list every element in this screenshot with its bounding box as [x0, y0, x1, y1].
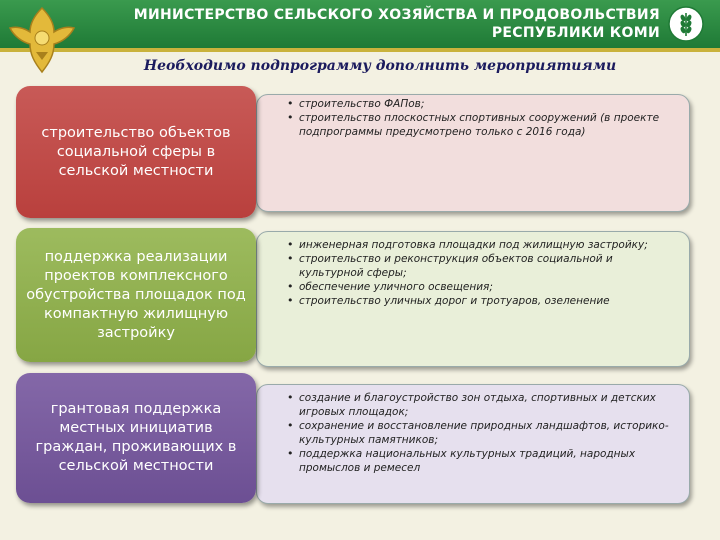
komi-emblem-icon [4, 2, 80, 78]
section-3-item: • поддержка национальных культурных традиций, народных промыслов и ремесел [287, 447, 679, 475]
section-2-item: • обеспечение уличного освещения; [287, 280, 679, 294]
header-stripe [0, 48, 720, 52]
section-3-item: • создание и благоустройство зон отдыха, спортивных и детских игровых площадок; [287, 391, 679, 419]
slide-subtitle: Необходимо подпрограмму дополнить мероприятиями [143, 58, 617, 74]
section-1-label: строительство объектов социальной сферы в сельской местности [16, 86, 256, 218]
section-1-details [256, 94, 690, 212]
section-1-item: • строительство плоскостных спортивных сооружений (в проекте подпрограммы предусмотрено только с 2016 года) [287, 111, 679, 139]
ministry-title [120, 6, 660, 42]
ministry-title-line2: РЕСПУБЛИКИ КОМИ [491, 25, 660, 41]
section-2-item: • строительство и реконструкция объектов социальной и культурной сферы; [287, 252, 679, 280]
wheat-logo-icon [668, 6, 704, 42]
section-2-label: поддержка реализации проектов комплексного обустройства площадок под компактную жилищную застройку [16, 228, 256, 362]
ministry-title-line1: МИНИСТЕРСТВО СЕЛЬСКОГО ХОЗЯЙСТВА И ПРОДОВОЛЬСТВИЯ [133, 7, 660, 23]
section-3-item: • сохранение и восстановление природных ландшафтов, историко-культурных памятников; [287, 419, 679, 447]
section-1-item: • строительство ФАПов; [287, 97, 679, 111]
section-2-item: • строительство уличных дорог и тротуаров, озеленение [287, 294, 679, 308]
section-3-label: грантовая поддержка местных инициатив граждан, проживающих в сельской местности [16, 373, 256, 503]
section-3-details [256, 384, 690, 504]
section-2-item: • инженерная подготовка площадки под жилищную застройку; [287, 238, 679, 252]
section-2-details [256, 231, 690, 367]
